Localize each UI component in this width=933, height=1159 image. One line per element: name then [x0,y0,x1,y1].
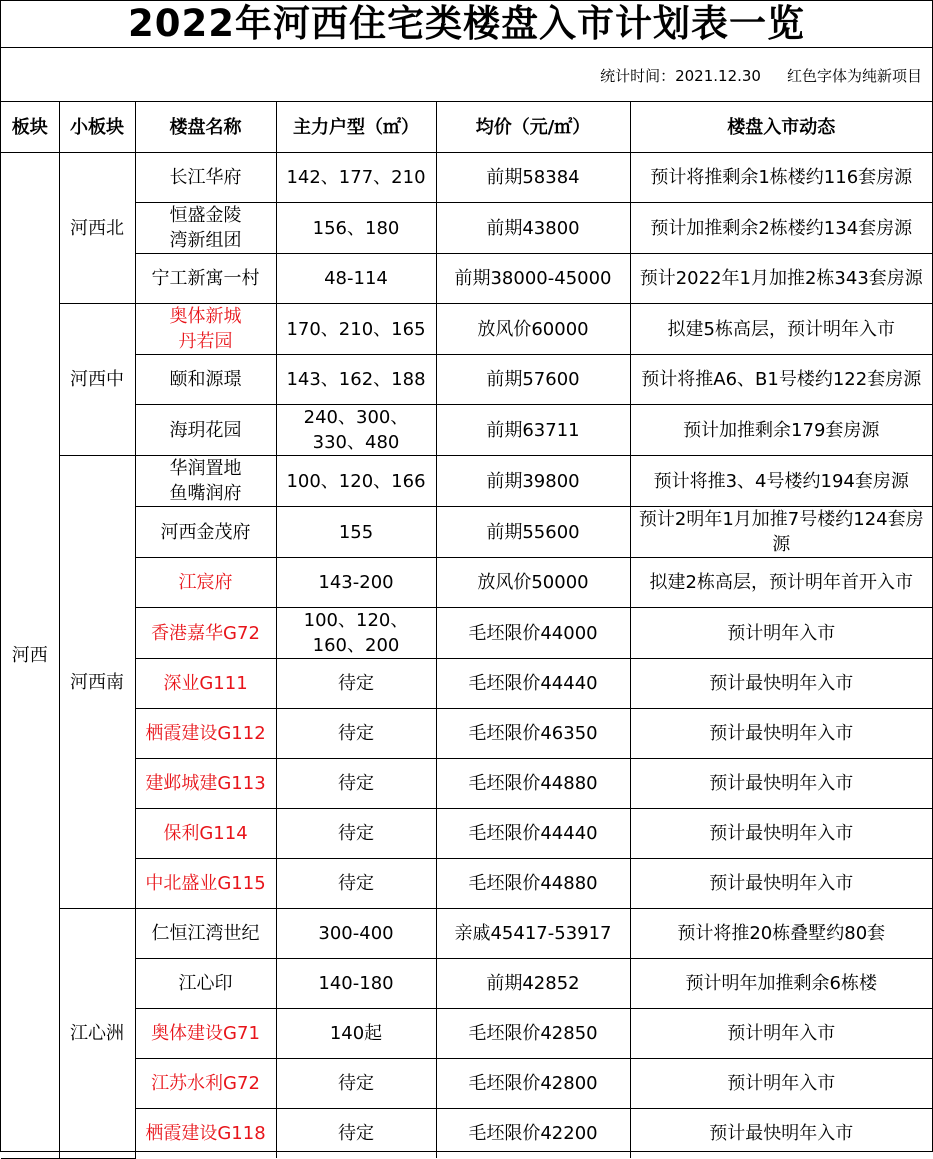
project-name-cell [135,456,276,507]
price-cell [436,959,630,1009]
status-cell-text: 拟建2栋高层，预计明年首开入市 [649,572,913,593]
project-name-cell [135,203,276,254]
meta-row [1,48,932,102]
status-cell-text: 预计明年入市 [727,622,836,644]
project-name-cell [135,507,276,558]
price-cell-text: 前期55600 [486,521,580,543]
unit-type-cell-text: 143-200 [318,572,394,593]
price-cell [436,1009,630,1059]
header-cell: 板块 [1,102,59,153]
price-cell-text: 前期42852 [486,973,580,994]
table-row [1,456,932,507]
price-cell [436,507,630,558]
price-cell-text: 毛坯限价42800 [468,1073,598,1094]
project-name-cell-text: 河西金茂府 [160,521,251,543]
project-name-cell [135,355,276,405]
sub-block-cell: 江心洲 [59,909,135,1159]
price-cell-text: 毛坯限价46350 [468,723,598,744]
price-cell-text: 前期39800 [486,470,580,492]
sub-block-cell: 河西南 [59,456,135,909]
table-row [1,859,932,909]
table-row [1,558,932,608]
header-cell: 楼盘入市动态 [630,102,932,153]
unit-type-cell-text: 140起 [329,1023,383,1044]
project-name-cell-text: 宁工新寓一村 [151,268,260,289]
table-row [1,759,932,809]
unit-type-cell [276,507,436,558]
unit-type-cell-text: 待定 [338,773,374,794]
project-name-cell-text: 奥体建设G71 [151,1023,260,1044]
project-name-cell-text: 建邺城建G113 [145,773,266,794]
unit-type-cell-text: 300-400 [318,923,394,944]
status-cell-text: 预计明年入市 [727,1023,836,1044]
status-cell-text: 预计加推剩余179套房源 [683,419,880,441]
price-cell-text: 前期43800 [486,217,580,239]
price-cell-text: 毛坯限价44000 [468,622,598,644]
project-name-cell-text: 江苏水利G72 [151,1073,260,1094]
header-cell: 主力户型（㎡） [276,102,436,153]
table-row [1,1009,932,1059]
price-cell [436,759,630,809]
stats-time: 统计时间：2021.12.30 [600,67,761,85]
unit-type-cell [276,355,436,405]
price-cell-text: 毛坯限价42200 [468,1123,598,1144]
project-name-cell-text: 栖霞建设G118 [145,1123,266,1144]
unit-type-cell-text: 100、120、160、200 [303,610,409,656]
status-cell [630,909,932,959]
sub-block-cell: 河西北 [59,153,135,304]
table-row [1,909,932,959]
price-cell-text: 毛坯限价44440 [468,673,598,694]
price-cell [436,355,630,405]
table-row [1,153,932,203]
status-cell [630,254,932,304]
unit-type-cell [276,153,436,203]
price-cell-text: 前期63711 [486,419,580,441]
table-row [1,405,932,456]
project-name-cell-text: 颐和源璟 [169,369,242,390]
price-cell-text: 前期38000-45000 [454,268,612,289]
status-cell [630,859,932,909]
unit-type-cell [276,1009,436,1059]
status-cell-text: 预计最快明年入市 [709,673,854,694]
unit-type-cell-text: 155 [338,521,374,543]
unit-type-cell-text: 100、120、166 [286,470,426,492]
unit-type-cell [276,558,436,608]
price-cell [436,254,630,304]
unit-type-cell [276,608,436,659]
page-title: 2022年河西住宅类楼盘入市计划表一览 [1,1,932,48]
project-name-cell-text: 海玥花园 [169,419,242,441]
price-cell-text: 放风价60000 [477,318,589,340]
project-name-cell [135,709,276,759]
price-cell [436,304,630,355]
unit-type-cell-text: 待定 [338,823,374,844]
unit-type-cell-text: 待定 [338,1123,374,1144]
project-name-cell [135,304,276,355]
unit-type-cell [276,304,436,355]
project-name-cell-text: 江心印 [178,973,233,994]
unit-type-cell-text: 140-180 [318,973,394,994]
unit-type-cell [276,1109,436,1159]
unit-type-cell-text: 待定 [338,723,374,744]
unit-type-cell-text: 240、300、330、480 [303,407,409,453]
unit-type-cell-text: 170、210、165 [286,318,426,340]
status-cell [630,809,932,859]
status-cell-text: 预计将推剩余1栋楼约116套房源 [650,167,913,188]
price-cell-text: 前期57600 [486,369,580,390]
status-cell [630,1109,932,1159]
status-cell [630,558,932,608]
header-cell: 楼盘名称 [135,102,276,153]
table-row [1,608,932,659]
project-name-cell [135,1109,276,1159]
status-cell [630,709,932,759]
price-cell [436,153,630,203]
header-row [1,102,932,153]
price-cell [436,709,630,759]
table-row [1,1059,932,1109]
unit-type-cell [276,254,436,304]
unit-type-cell [276,809,436,859]
status-cell-text: 预计最快明年入市 [709,873,854,894]
status-cell [630,355,932,405]
status-cell [630,608,932,659]
status-cell-text: 预计最快明年入市 [709,723,854,744]
listing-table [1,102,932,1159]
status-cell [630,405,932,456]
status-cell [630,1059,932,1109]
project-name-cell [135,909,276,959]
meta-note [574,65,922,86]
price-cell [436,456,630,507]
project-name-cell-text: 仁恒江湾世纪 [151,923,260,944]
project-name-cell [135,558,276,608]
price-cell-text: 前期58384 [486,167,580,188]
price-cell-text: 毛坯限价44880 [468,873,598,894]
price-cell [436,1059,630,1109]
project-name-cell [135,759,276,809]
price-cell [436,405,630,456]
project-name-cell [135,153,276,203]
table-row [1,809,932,859]
status-cell-text: 预计2022年1月加推2栋343套房源 [639,268,923,289]
table-row [1,959,932,1009]
table-row [1,709,932,759]
project-name-cell-text: 深业G111 [163,673,248,694]
table-row [1,203,932,254]
unit-type-cell [276,405,436,456]
project-name-cell-text: 栖霞建设G112 [145,723,266,744]
price-cell [436,608,630,659]
status-cell-text: 预计明年入市 [727,1073,836,1094]
table-row [1,1109,932,1159]
project-name-cell-text: 保利G114 [163,823,248,844]
header-cell: 均价（元/㎡） [436,102,630,153]
status-cell [630,659,932,709]
status-cell-text: 预计最快明年入市 [709,1123,854,1144]
price-cell [436,558,630,608]
project-name-cell-text: 奥体新城丹若园 [169,306,242,352]
table-row [1,355,932,405]
unit-type-cell-text: 156、180 [312,217,400,239]
status-cell-text: 预计加推剩余2栋楼约134套房源 [650,217,913,239]
unit-type-cell-text: 142、177、210 [286,167,426,188]
table-row [1,304,932,355]
status-cell [630,153,932,203]
unit-type-cell [276,456,436,507]
project-name-cell [135,659,276,709]
table-row [1,659,932,709]
table-row [1,254,932,304]
status-cell-text: 预计2明年1月加推7号楼约124套房源 [638,509,924,555]
unit-type-cell [276,1059,436,1109]
price-cell [436,203,630,254]
unit-type-cell [276,959,436,1009]
unit-type-cell-text: 待定 [338,673,374,694]
status-cell [630,959,932,1009]
project-name-cell-text: 江宸府 [178,572,233,593]
status-cell [630,304,932,355]
status-cell [630,456,932,507]
price-cell [436,809,630,859]
status-cell-text: 拟建5栋高层，预计明年入市 [667,318,895,340]
price-cell [436,659,630,709]
unit-type-cell-text: 143、162、188 [286,369,426,390]
project-name-cell [135,1009,276,1059]
price-cell-text: 毛坯限价44440 [468,823,598,844]
status-cell [630,507,932,558]
header-cell: 小板块 [59,102,135,153]
project-name-cell-text: 香港嘉华G72 [151,622,260,644]
sub-block-cell: 河西中 [59,304,135,456]
project-name-cell [135,1059,276,1109]
project-name-cell [135,959,276,1009]
unit-type-cell-text: 待定 [338,1073,374,1094]
status-cell-text: 预计将推A6、B1号楼约122套房源 [641,369,922,390]
price-cell-text: 毛坯限价44880 [468,773,598,794]
price-cell-text: 毛坯限价42850 [468,1023,598,1044]
unit-type-cell [276,859,436,909]
unit-type-cell [276,759,436,809]
price-cell-text: 放风价50000 [477,572,589,593]
status-cell [630,203,932,254]
unit-type-cell [276,909,436,959]
status-cell-text: 预计明年加推剩余6栋楼 [685,973,877,994]
status-cell-text: 预计最快明年入市 [709,823,854,844]
status-cell [630,759,932,809]
block-cell: 河西 [1,153,59,1159]
project-name-cell-text: 长江华府 [169,167,242,188]
price-cell [436,859,630,909]
project-name-cell [135,859,276,909]
project-name-cell-text: 华润置地鱼嘴润府 [169,458,242,504]
project-name-cell-text: 恒盛金陵湾新组团 [169,205,242,251]
project-name-cell [135,608,276,659]
unit-type-cell [276,709,436,759]
unit-type-cell [276,203,436,254]
project-name-cell [135,405,276,456]
table-row [1,507,932,558]
project-name-cell-text: 中北盛业G115 [145,873,266,894]
unit-type-cell-text: 待定 [338,873,374,894]
price-cell [436,1109,630,1159]
red-note: 红色字体为纯新项目 [786,67,922,85]
status-cell-text: 预计将推3、4号楼约194套房源 [653,470,909,492]
price-cell [436,909,630,959]
project-name-cell [135,809,276,859]
status-cell-text: 预计将推20栋叠墅约80套 [677,923,886,944]
unit-type-cell [276,659,436,709]
status-cell-text: 预计最快明年入市 [709,773,854,794]
status-cell [630,1009,932,1059]
project-name-cell [135,254,276,304]
price-cell-text: 亲戚45417-53917 [454,923,612,944]
unit-type-cell-text: 48-114 [324,268,388,289]
